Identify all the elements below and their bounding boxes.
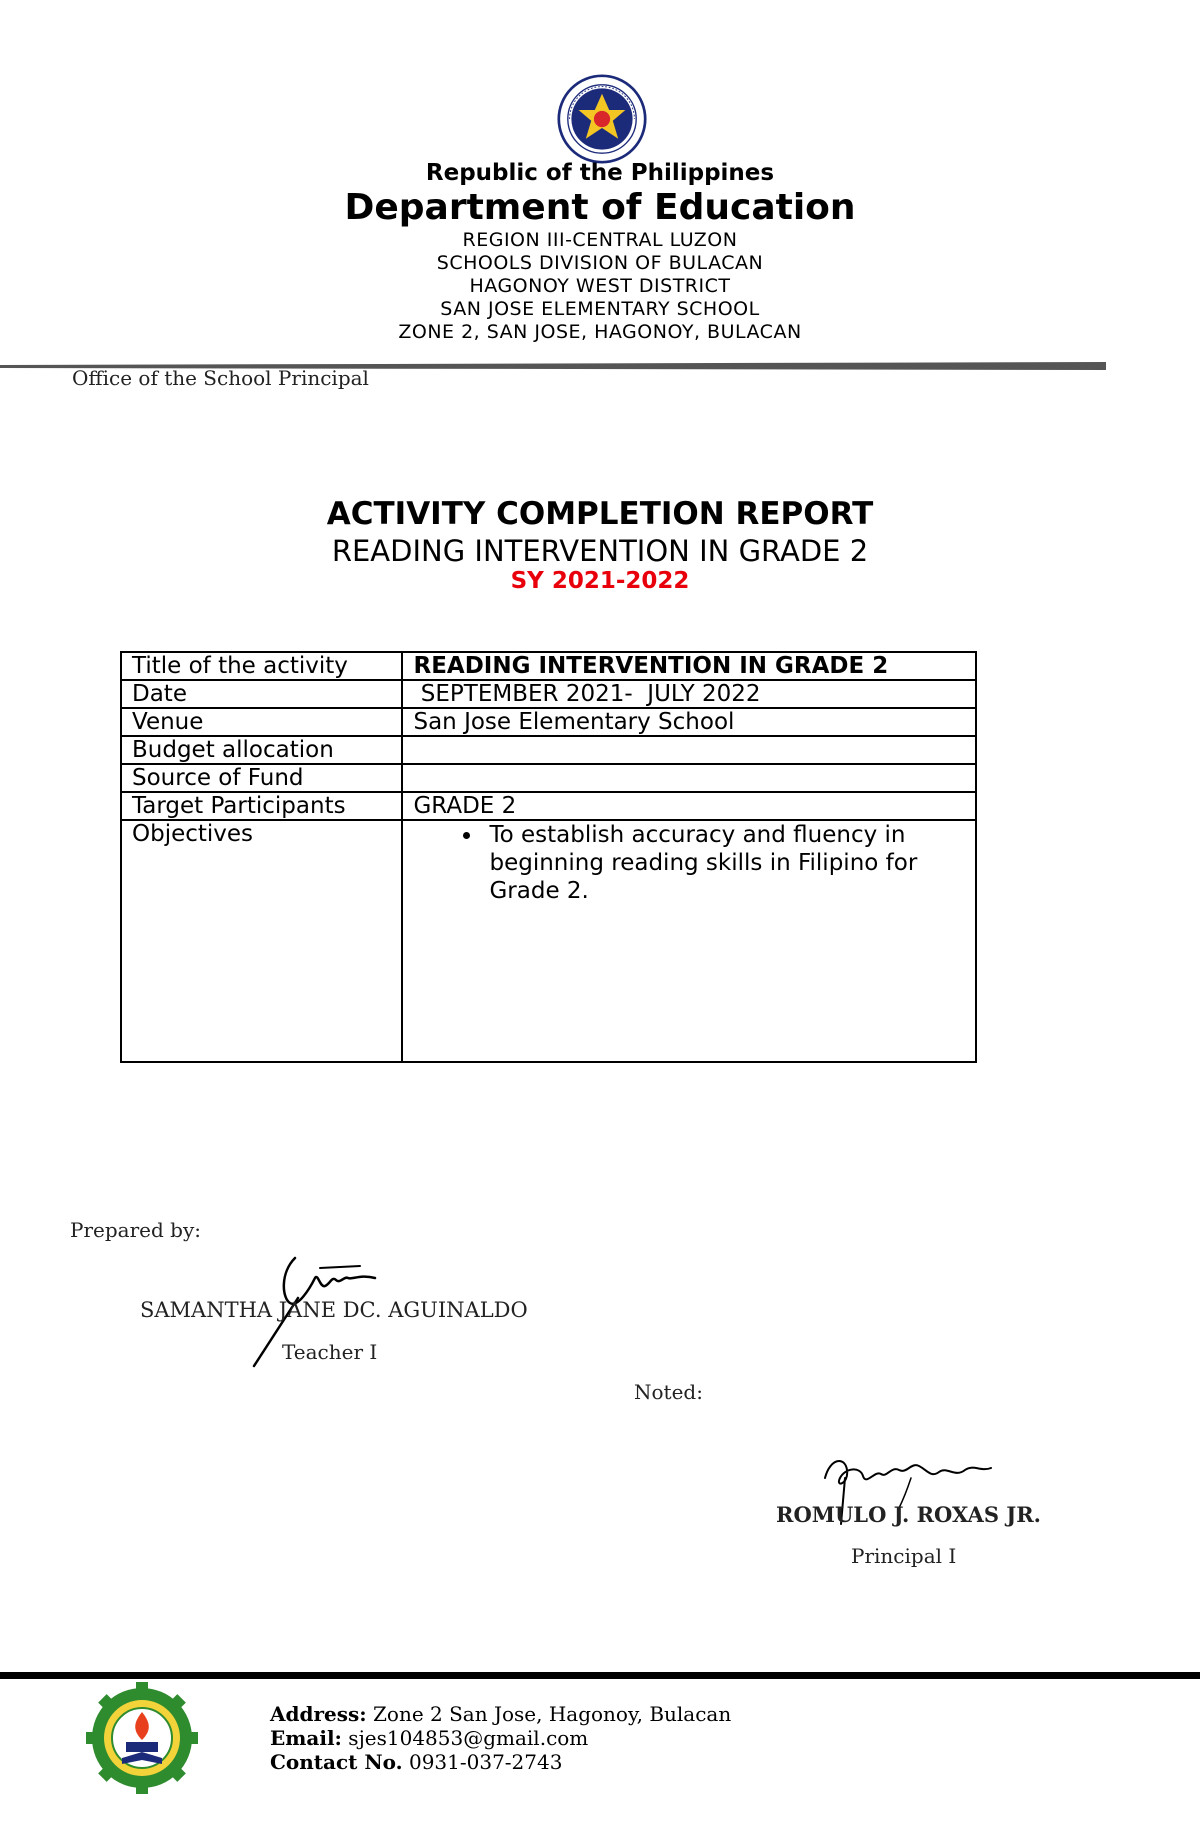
department-heading: Department of Education bbox=[344, 187, 856, 228]
address-value: Zone 2 San Jose, Hagonoy, Bulacan bbox=[366, 1702, 732, 1726]
table-row bbox=[121, 708, 976, 736]
school-line: SAN JOSE ELEMENTARY SCHOOL bbox=[440, 298, 760, 320]
footer-contact bbox=[270, 1750, 562, 1774]
table-row bbox=[121, 736, 976, 764]
activity-details-table bbox=[120, 651, 977, 1063]
row-value: SEPTEMBER 2021- JULY 2022 bbox=[402, 680, 976, 708]
district-line: HAGONOY WEST DISTRICT bbox=[469, 275, 731, 297]
table-row bbox=[121, 820, 976, 1062]
deped-seal-icon bbox=[557, 74, 647, 164]
republic-heading: Republic of the Philippines bbox=[425, 160, 775, 186]
row-value bbox=[402, 736, 976, 764]
row-value: READING INTERVENTION IN GRADE 2 bbox=[402, 652, 976, 680]
footer-divider bbox=[0, 1672, 1200, 1679]
email-label: Email: bbox=[270, 1726, 342, 1750]
row-label: Title of the activity bbox=[121, 652, 402, 680]
row-label: Source of Fund bbox=[121, 764, 402, 792]
report-title: ACTIVITY COMPLETION REPORT bbox=[326, 496, 874, 532]
report-subtitle: READING INTERVENTION IN GRADE 2 bbox=[331, 534, 869, 568]
prepared-by-label: Prepared by: bbox=[70, 1218, 201, 1242]
objectives-list bbox=[413, 821, 965, 905]
row-label: Venue bbox=[121, 708, 402, 736]
table-row bbox=[121, 792, 976, 820]
row-label: Target Participants bbox=[121, 792, 402, 820]
row-label: Date bbox=[121, 680, 402, 708]
teacher-position: Teacher I bbox=[282, 1340, 378, 1364]
table-row bbox=[121, 764, 976, 792]
footer-address bbox=[270, 1702, 731, 1726]
row-label: Budget allocation bbox=[121, 736, 402, 764]
contact-label: Contact No. bbox=[270, 1750, 403, 1774]
email-value[interactable]: sjes104853@gmail.com bbox=[341, 1726, 589, 1750]
zone-line: ZONE 2, SAN JOSE, HAGONOY, BULACAN bbox=[398, 321, 802, 343]
footer-email bbox=[270, 1726, 588, 1750]
row-label: Objectives bbox=[121, 820, 402, 1062]
objective-item: • To establish accuracy and fluency in beginning reading skills in Filipino for Grade 2. bbox=[483, 821, 965, 905]
contact-value: 0931-037-2743 bbox=[402, 1750, 563, 1774]
address-label: Address: bbox=[270, 1702, 367, 1726]
school-logo-icon bbox=[86, 1682, 198, 1794]
region-line: REGION III-CENTRAL LUZON bbox=[462, 229, 738, 251]
objectives-cell bbox=[402, 820, 976, 1062]
table-row bbox=[121, 652, 976, 680]
principal-position: Principal I bbox=[851, 1544, 957, 1568]
school-year: SY 2021-2022 bbox=[510, 568, 690, 594]
principal-name: ROMULO J. ROXAS JR. bbox=[776, 1502, 1041, 1527]
row-value bbox=[402, 764, 976, 792]
row-value: GRADE 2 bbox=[402, 792, 976, 820]
table-row bbox=[121, 680, 976, 708]
teacher-name: SAMANTHA JANE DC. AGUINALDO bbox=[140, 1298, 528, 1322]
noted-label: Noted: bbox=[634, 1380, 703, 1404]
office-label: Office of the School Principal bbox=[72, 366, 369, 390]
row-value: San Jose Elementary School bbox=[402, 708, 976, 736]
division-line: SCHOOLS DIVISION OF BULACAN bbox=[436, 252, 764, 274]
